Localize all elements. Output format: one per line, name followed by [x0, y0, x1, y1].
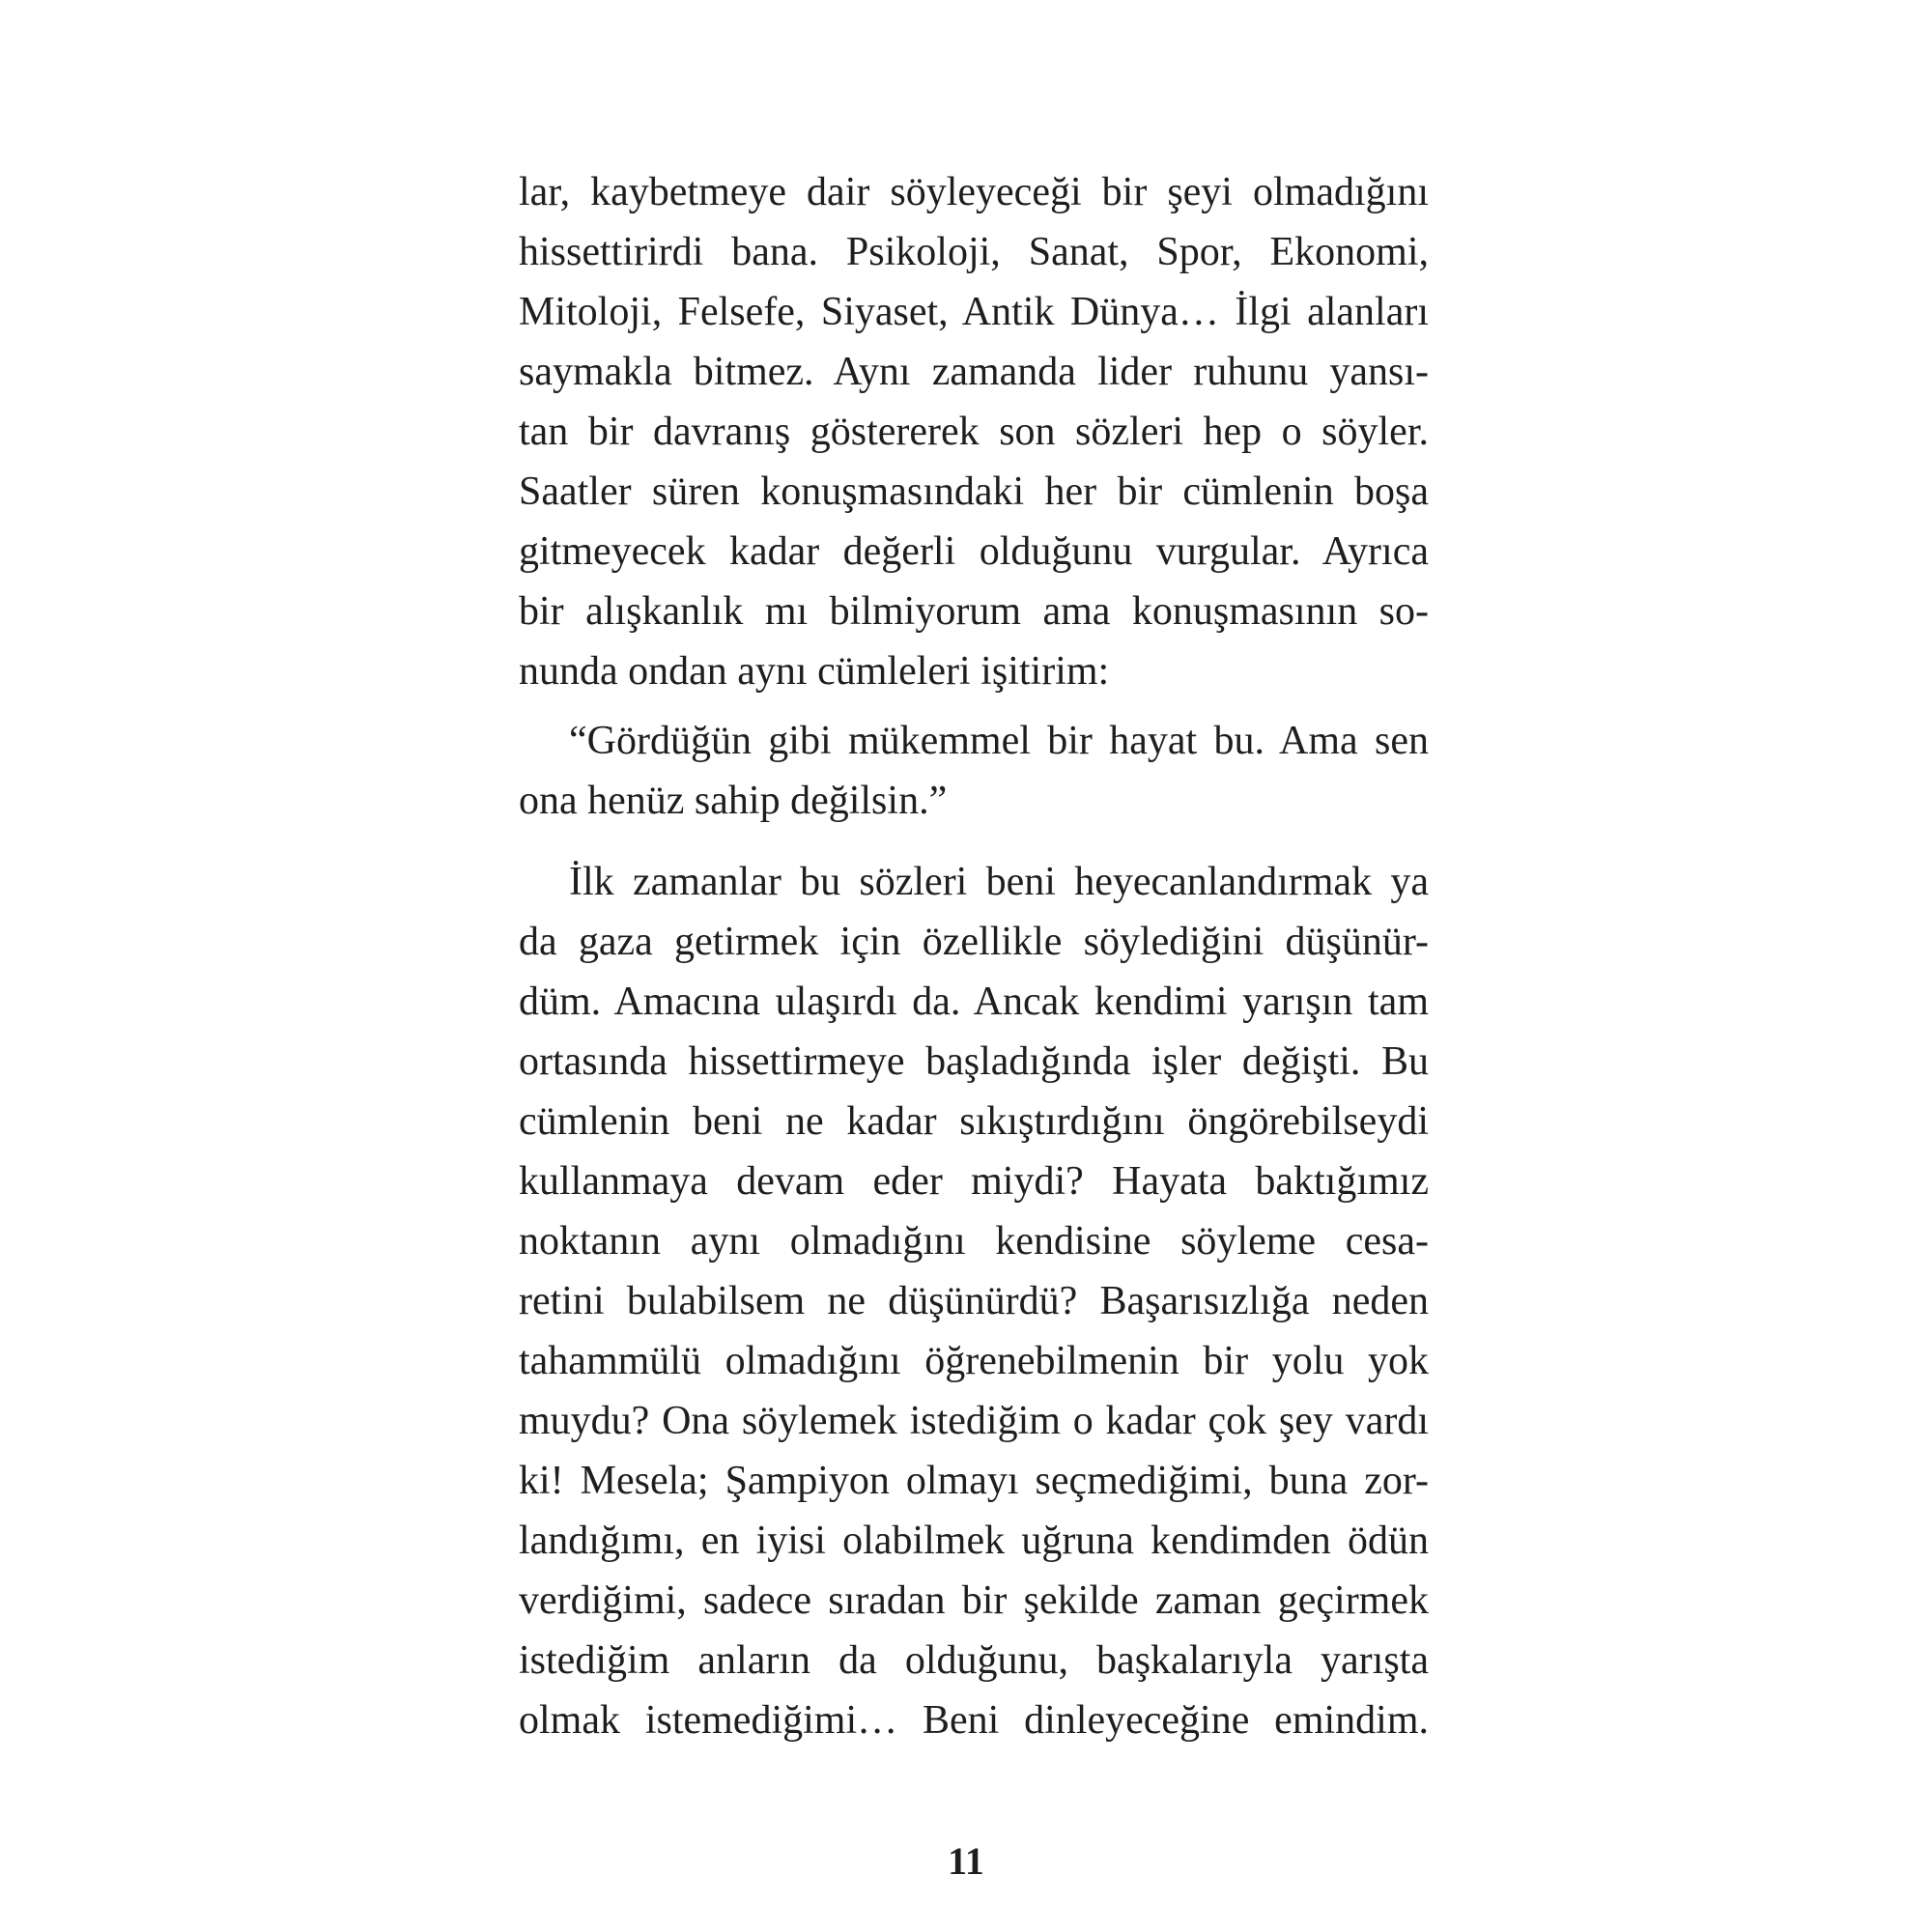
- text-line: verdiğimi, sadece sıradan bir şekilde zaman geçirmek: [519, 1578, 1429, 1623]
- text-line: Mitoloji, Felsefe, Siyaset, Antik Dünya… İlgi alanları: [519, 290, 1429, 334]
- text-line: tahammülü olmadığını öğrenebilmenin bir yolu yok: [519, 1339, 1429, 1383]
- text-line: muydu? Ona söylemek istediğim o kadar çok şey vardı: [519, 1399, 1429, 1443]
- page-number: 11: [948, 1839, 984, 1883]
- text-line: istediğim anların da olduğunu, başkalarıyla yarışta: [519, 1638, 1429, 1683]
- text-line: bir alışkanlık mı bilmiyorum ama konuşmasının so-: [519, 589, 1429, 634]
- text-line: İlk zamanlar bu sözleri beni heyecanlandırmak ya: [569, 860, 1429, 904]
- body-text: [519, 162, 1429, 1750]
- paragraph-gap: [519, 701, 1429, 711]
- text-line: olmak istemediğimi… Beni dinleyeceğine emindim.: [519, 1698, 1429, 1743]
- quote-line: “Gördüğün gibi mükemmel bir hayat bu. Ama sen: [569, 719, 1429, 763]
- text-line: düm. Amacına ulaşırdı da. Ancak kendimi yarışın tam: [519, 980, 1429, 1024]
- text-line: nunda ondan aynı cümleleri işitirim:: [519, 649, 1110, 694]
- quote-line: ona henüz sahip değilsin.”: [519, 779, 948, 823]
- text-line: kullanmaya devam eder miydi? Hayata baktığımız: [519, 1159, 1429, 1204]
- text-line: Saatler süren konuşmasındaki her bir cümlenin boşa: [519, 469, 1429, 514]
- text-line: gitmeyecek kadar değerli olduğunu vurgular. Ayrıca: [519, 529, 1429, 574]
- paragraph-gap: [519, 831, 1429, 852]
- text-line: hissettirirdi bana. Psikoloji, Sanat, Spor, Ekonomi,: [519, 230, 1429, 274]
- text-line: ortasında hissettirmeye başladığında işler değişti. Bu: [519, 1039, 1429, 1084]
- text-line: ki! Mesela; Şampiyon olmayı seçmediğimi, buna zor-: [519, 1459, 1429, 1503]
- text-line: saymakla bitmez. Aynı zamanda lider ruhunu yansı-: [519, 350, 1429, 394]
- text-line: landığımı, en iyisi olabilmek uğruna kendimden ödün: [519, 1519, 1429, 1563]
- text-line: cümlenin beni ne kadar sıkıştırdığını öngörebilseydi: [519, 1099, 1429, 1144]
- text-line: noktanın aynı olmadığını kendisine söyleme cesa-: [519, 1219, 1429, 1264]
- text-line: retini bulabilsem ne düşünürdü? Başarısızlığa neden: [519, 1279, 1429, 1323]
- text-line: lar, kaybetmeye dair söyleyeceği bir şeyi olmadığını: [519, 170, 1429, 214]
- text-line: da gaza getirmek için özellikle söylediğini düşünür-: [519, 920, 1429, 964]
- text-line: tan bir davranış göstererek son sözleri hep o söyler.: [519, 410, 1429, 454]
